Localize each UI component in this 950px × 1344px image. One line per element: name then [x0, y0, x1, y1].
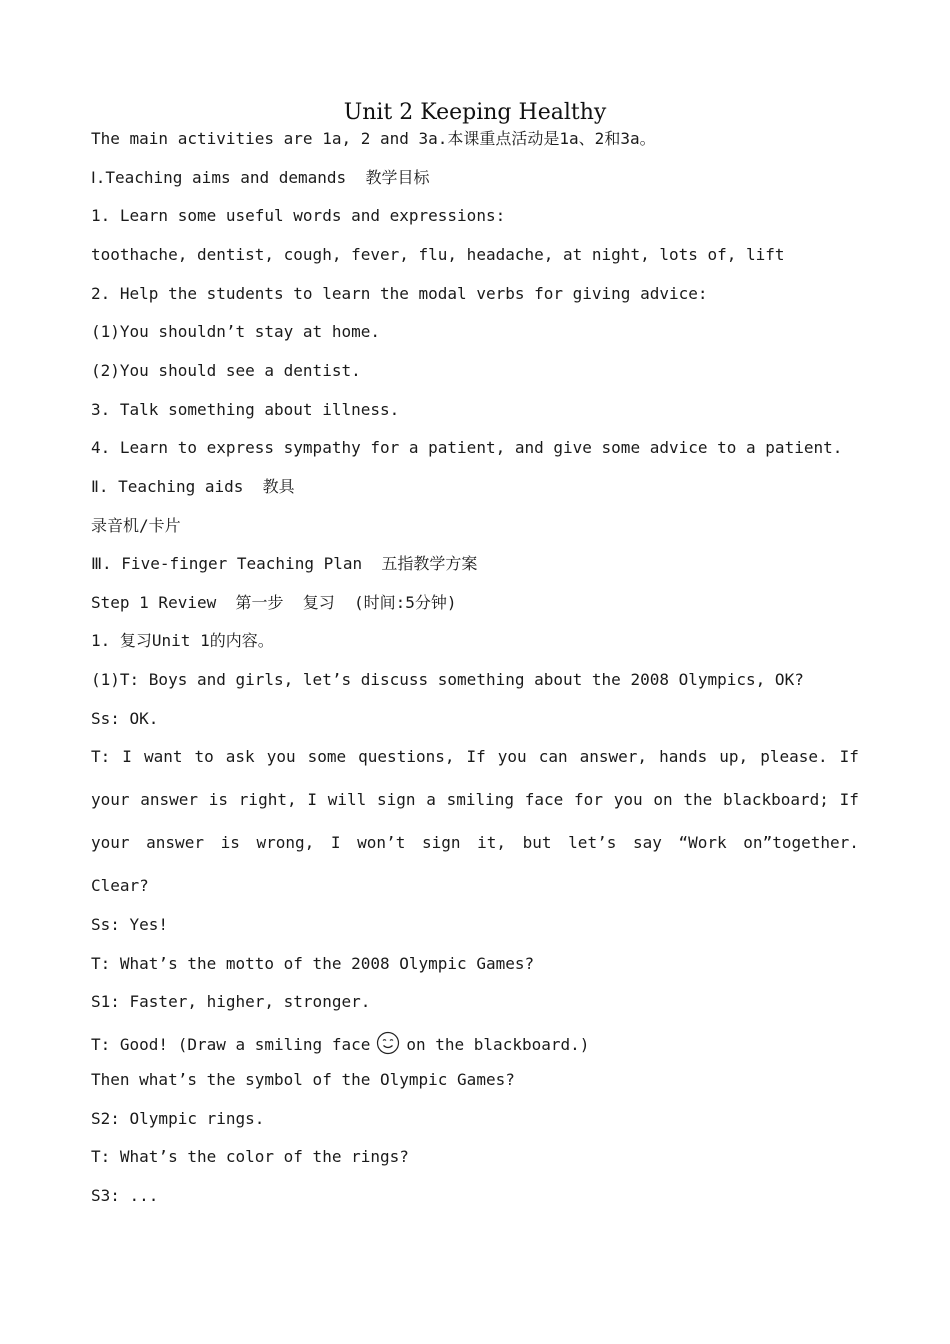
section-heading-plan: Ⅲ. Five-finger Teaching Plan 五指教学方案: [91, 554, 478, 573]
aids-text: 录音机/卡片: [91, 516, 181, 535]
dialogue-line: (1)T: Boys and girls, let’s discuss something about the 2008 Olympics, OK?: [91, 670, 804, 689]
smiley-line-after: on the blackboard.): [406, 1035, 590, 1054]
dialogue-line: S3: ...: [91, 1186, 159, 1205]
instruction-paragraph-line-2: your answer is right, I will sign a smiling face for you on the blackboard; If: [91, 790, 859, 809]
dialogue-line: Then what’s the symbol of the Olympic Games?: [91, 1070, 515, 1089]
dialogue-line: T: What’s the color of the rings?: [91, 1147, 409, 1166]
intro-line: The main activities are 1a, 2 and 3a.本课重点活动是1a、2和3a。: [91, 129, 656, 148]
dialogue-line: Ss: Yes!: [91, 915, 169, 934]
aim-item-1: 1. Learn some useful words and expressions:: [91, 206, 506, 225]
dialogue-line-with-smiley: [91, 1031, 589, 1056]
dialogue-line: T: What’s the motto of the 2008 Olympic Games?: [91, 954, 535, 973]
example-1: (1)You shouldn’t stay at home.: [91, 322, 380, 341]
aim-item-3: 3. Talk something about illness.: [91, 400, 400, 419]
aim-item-2: 2. Help the students to learn the modal verbs for giving advice:: [91, 284, 708, 303]
dialogue-line: Ss: OK.: [91, 709, 159, 728]
aim-item-4: 4. Learn to express sympathy for a patient, and give some advice to a patient.: [91, 438, 843, 457]
instruction-paragraph-line-3: your answer is wrong, I won’t sign it, but let’s say “Work on”together.: [91, 833, 859, 852]
smiley-line-before: T: Good! (Draw a smiling face: [91, 1035, 371, 1054]
example-2: (2)You should see a dentist.: [91, 361, 361, 380]
smiling-face-icon: [376, 1031, 400, 1055]
vocab-list: toothache, dentist, cough, fever, flu, headache, at night, lots of, lift: [91, 245, 785, 264]
document-title: Unit 2 Keeping Healthy: [343, 100, 607, 125]
instruction-paragraph-line-4: Clear?: [91, 876, 149, 895]
step-1-heading: Step 1 Review 第一步 复习 (时间:5分钟): [91, 593, 457, 612]
dialogue-line: S1: Faster, higher, stronger.: [91, 992, 371, 1011]
instruction-paragraph-line-1: T: I want to ask you some questions, If you can answer, hands up, please. If: [91, 747, 859, 766]
review-item-1: 1. 复习Unit 1的内容。: [91, 631, 274, 650]
dialogue-line: S2: Olympic rings.: [91, 1109, 265, 1128]
section-heading-aims: Ⅰ.Teaching aims and demands 教学目标: [91, 168, 430, 187]
section-heading-aids: Ⅱ. Teaching aids 教具: [91, 477, 295, 496]
